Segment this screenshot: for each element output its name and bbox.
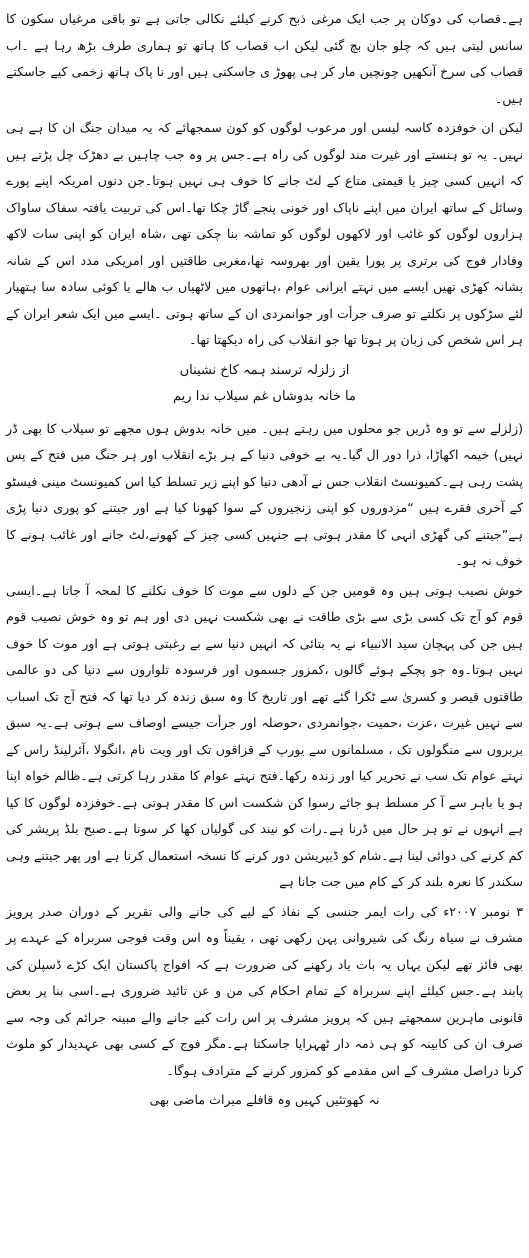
paragraph-3: (زلزلے سے تو وہ ڈریں جو محلوں میں رہتے ہیں۔ میں خانہ بدوش ہوں مجھے تو سیلاب کا بھی ڈر نہیں) خیمہ اکھاڑا، ذرا دور ال گیا۔یہ بے خوفی دنیا کے ہر بڑے انقلاب اور ہر جنگ میں فتح کے پس پشت رہی ہے۔کمیونسٹ انقلاب جس نے آدھی دنیا کو اپنے زیر تسلط کیا اس کمیونسٹ مینی فیسٹو کے آخری فقرے ہیں “مزدوروں کو اپنی زنجیروں کے سوا کھونا کیا ہے اور جیتنے کو پوری دنیا پڑی ہے”جیتنے کی گھڑی انہی کا مقدر ہوتی ہے جنہیں کسی چیز کے کھونے،لٹ جانے اور غائب ہونے کا خوف نہ ہو۔: [6, 420, 523, 568]
paragraph-5: ۳ نومبر ۲۰۰۷ء کی رات ایمر جنسی کے نفاذ کے لیے کی جانے والی تقریر کے دوران صدر پرویز مشرف نے سیاہ رنگ کی شیروانی پہن رکھی تھی ، یقیناً وہ اس وقت فوجی سربراہ کے عہدے پر بھی فائز تھے لیکن یہاں یہ بات یاد رکھنے کی ضرورت ہے کہ افواج پاکستان ایک کڑے ڈسپلن کی پابند ہے۔جس کیلئے اپنے سربراہ کے تمام احکام کی من و عن تائید ضروری ہے۔اسی بنا پر بعض قانونی ماہرین سمجھتے ہیں کہ پرویز مشرف پر اس رات کیے جانے والے مبینہ جرائم کی وجہ سے صرف ان کی کابینہ کو ہی ذمہ دار ٹھہرایا جاسکتا ہے۔مگر فوج کے کسی بھی عہدیدار کو ملوث کرنا دراصل مشرف کے اس مقدمے کو کمزور کرنے کے مترادف ہوگا۔: [6, 903, 523, 1078]
paragraph-4: خوش نصیب ہوتی ہیں وہ قومیں جن کے دلوں سے موت کا خوف نکلنے کا لمحہ آ جاتا ہے۔ایسی قوم کو آج تک کسی بڑی سے بڑی طاقت نے بھی شکست نہیں دی اور ہم تو وہ خوش نصیب قوم ہیں جن کی پہچان سید الانبیاء نے یہ بتائی کہ انہیں دنیا سے بے رغبتی ہوتی ہے اور موت کا خوف نہیں ہوتا۔وہ جو پچکے ہوئے گالوں ،کمزور جسموں اور فرسودہ تلواروں سے دنیا کی دو عالمی طاقتوں قیصر و کسریٰ سے ٹکرا گئے تھے اور تاریخ کا وہ سبق زندہ کر دیا تھا کہ فتح آج تک اسباب سے نہیں غیرت ،عزت ،حمیت ،جوانمردی ،حوصلہ اور جرأت جیسے اوصاف سے ہوتی ہے۔یہ سبق بربروں سے منگولوں تک ، مسلمانوں سے یورپ کے قزاقوں تک اور ویت نام ،انگولا ،آئرلینڈ راس کے نہتے عوام تک سب نے تحریر کیا اور زندہ رکھا۔فتح نہتے عوام کا مقدر رہا کرتی ہے۔ظالم خواہ اپنا ہو یا باہر سے آ کر مسلط ہو جائے رسوا کن شکست اس کا مقدر ہوتی ہے۔خوفزدہ لوگوں کا کیا ہے انہوں نے تو ہر حال میں ڈرنا ہے۔رات کو نیند کی گولیاں کھا کر سونا ہے۔صبح بلڈ پریشر کی کم کرنے کی دوائی لینا ہے۔شام کو ڈیپریشن دور کرنے کا نسخہ استعمال کرنا ہے اور پھر جیتنے وہی سکندر کا نعرہ بلند کر کے کام میں جت جانا ہے: [6, 582, 523, 889]
persian-verse: [6, 358, 523, 410]
verse-line-1: از زلزلہ ترسند ہمہ کاخ نشیناں: [179, 362, 350, 378]
paragraph-2: لیکن ان خوفزدہ کاسہ لیسں اور مرعوب لوگوں کو کون سمجھائے کہ یہ میدان جنگ ان کا ہے ہی نہیں۔ یہ تو ہنستے اور غیرت مند لوگوں کی راہ ہے۔جس پر وہ جب چاہیں بے دھڑک چل پڑتے ہیں کہ انہیں کسی چیز یا قیمتی متاع کے لٹ جانے کا خوف ہی نہیں ہوتا۔جن دنوں امریکہ اپنے پورے وسائل کے ساتھ ایران میں اپنے ناپاک اور خونی پنجے گاڑ چکا تھا۔اس کی تربیت یافتہ سفاک ساواک ہزاروں لوگوں کو غائب اور لاکھوں لوگوں کو تماشہ بنا چکی تھی ،شاہ ایران کو اپنی سات لاکھ وفادار فوج کی برتری پر پورا یقین اور بھروسہ تھا،مغربی طاقتیں اور امریکی مدد اس کے شانہ بشانہ کھڑی تھیں ایسے میں نہتے ایرانی عوام ،ہاتھوں میں لاٹھیاں ب ھالے یا کوئی سادہ سا ہتھیار لئے سڑکوں پر نکلتے تو صرف جرأت اور جوانمردی ان کے ساتھ ہوتی ۔ایسے میں ایک شعر ایران کے ہر اس شخص کی زبان پر ہوتا تھا جو انقلاب کی راہ دیکھتا تھا۔: [6, 120, 523, 347]
verse-line-2: ما خانہ بدوشاں غم سیلاب ندا ریم: [173, 388, 356, 404]
closing-line: نہ کھوتئیں کہیں وہ قافلے میراث ماضی بھی: [149, 1092, 380, 1107]
paragraph-1: ہے۔قصاب کی دوکان پر جب ایک مرغی ذبح کرنے کیلئے نکالی جاتی ہے تو باقی مرغیاں سکون کا سانس لیتی ہیں کہ چلو جان بچ گئی لیکن اب قصاب کا ہاتھ تو ہماری طرف بڑھ رہا ہے ۔اب قصاب کی سرخ آنکھیں چونچیں مار کر ہی پھوڑ ی جاسکتی ہیں اور نا پاک ہاتھ زخمی کیے جاسکتے ہیں۔: [6, 11, 523, 106]
